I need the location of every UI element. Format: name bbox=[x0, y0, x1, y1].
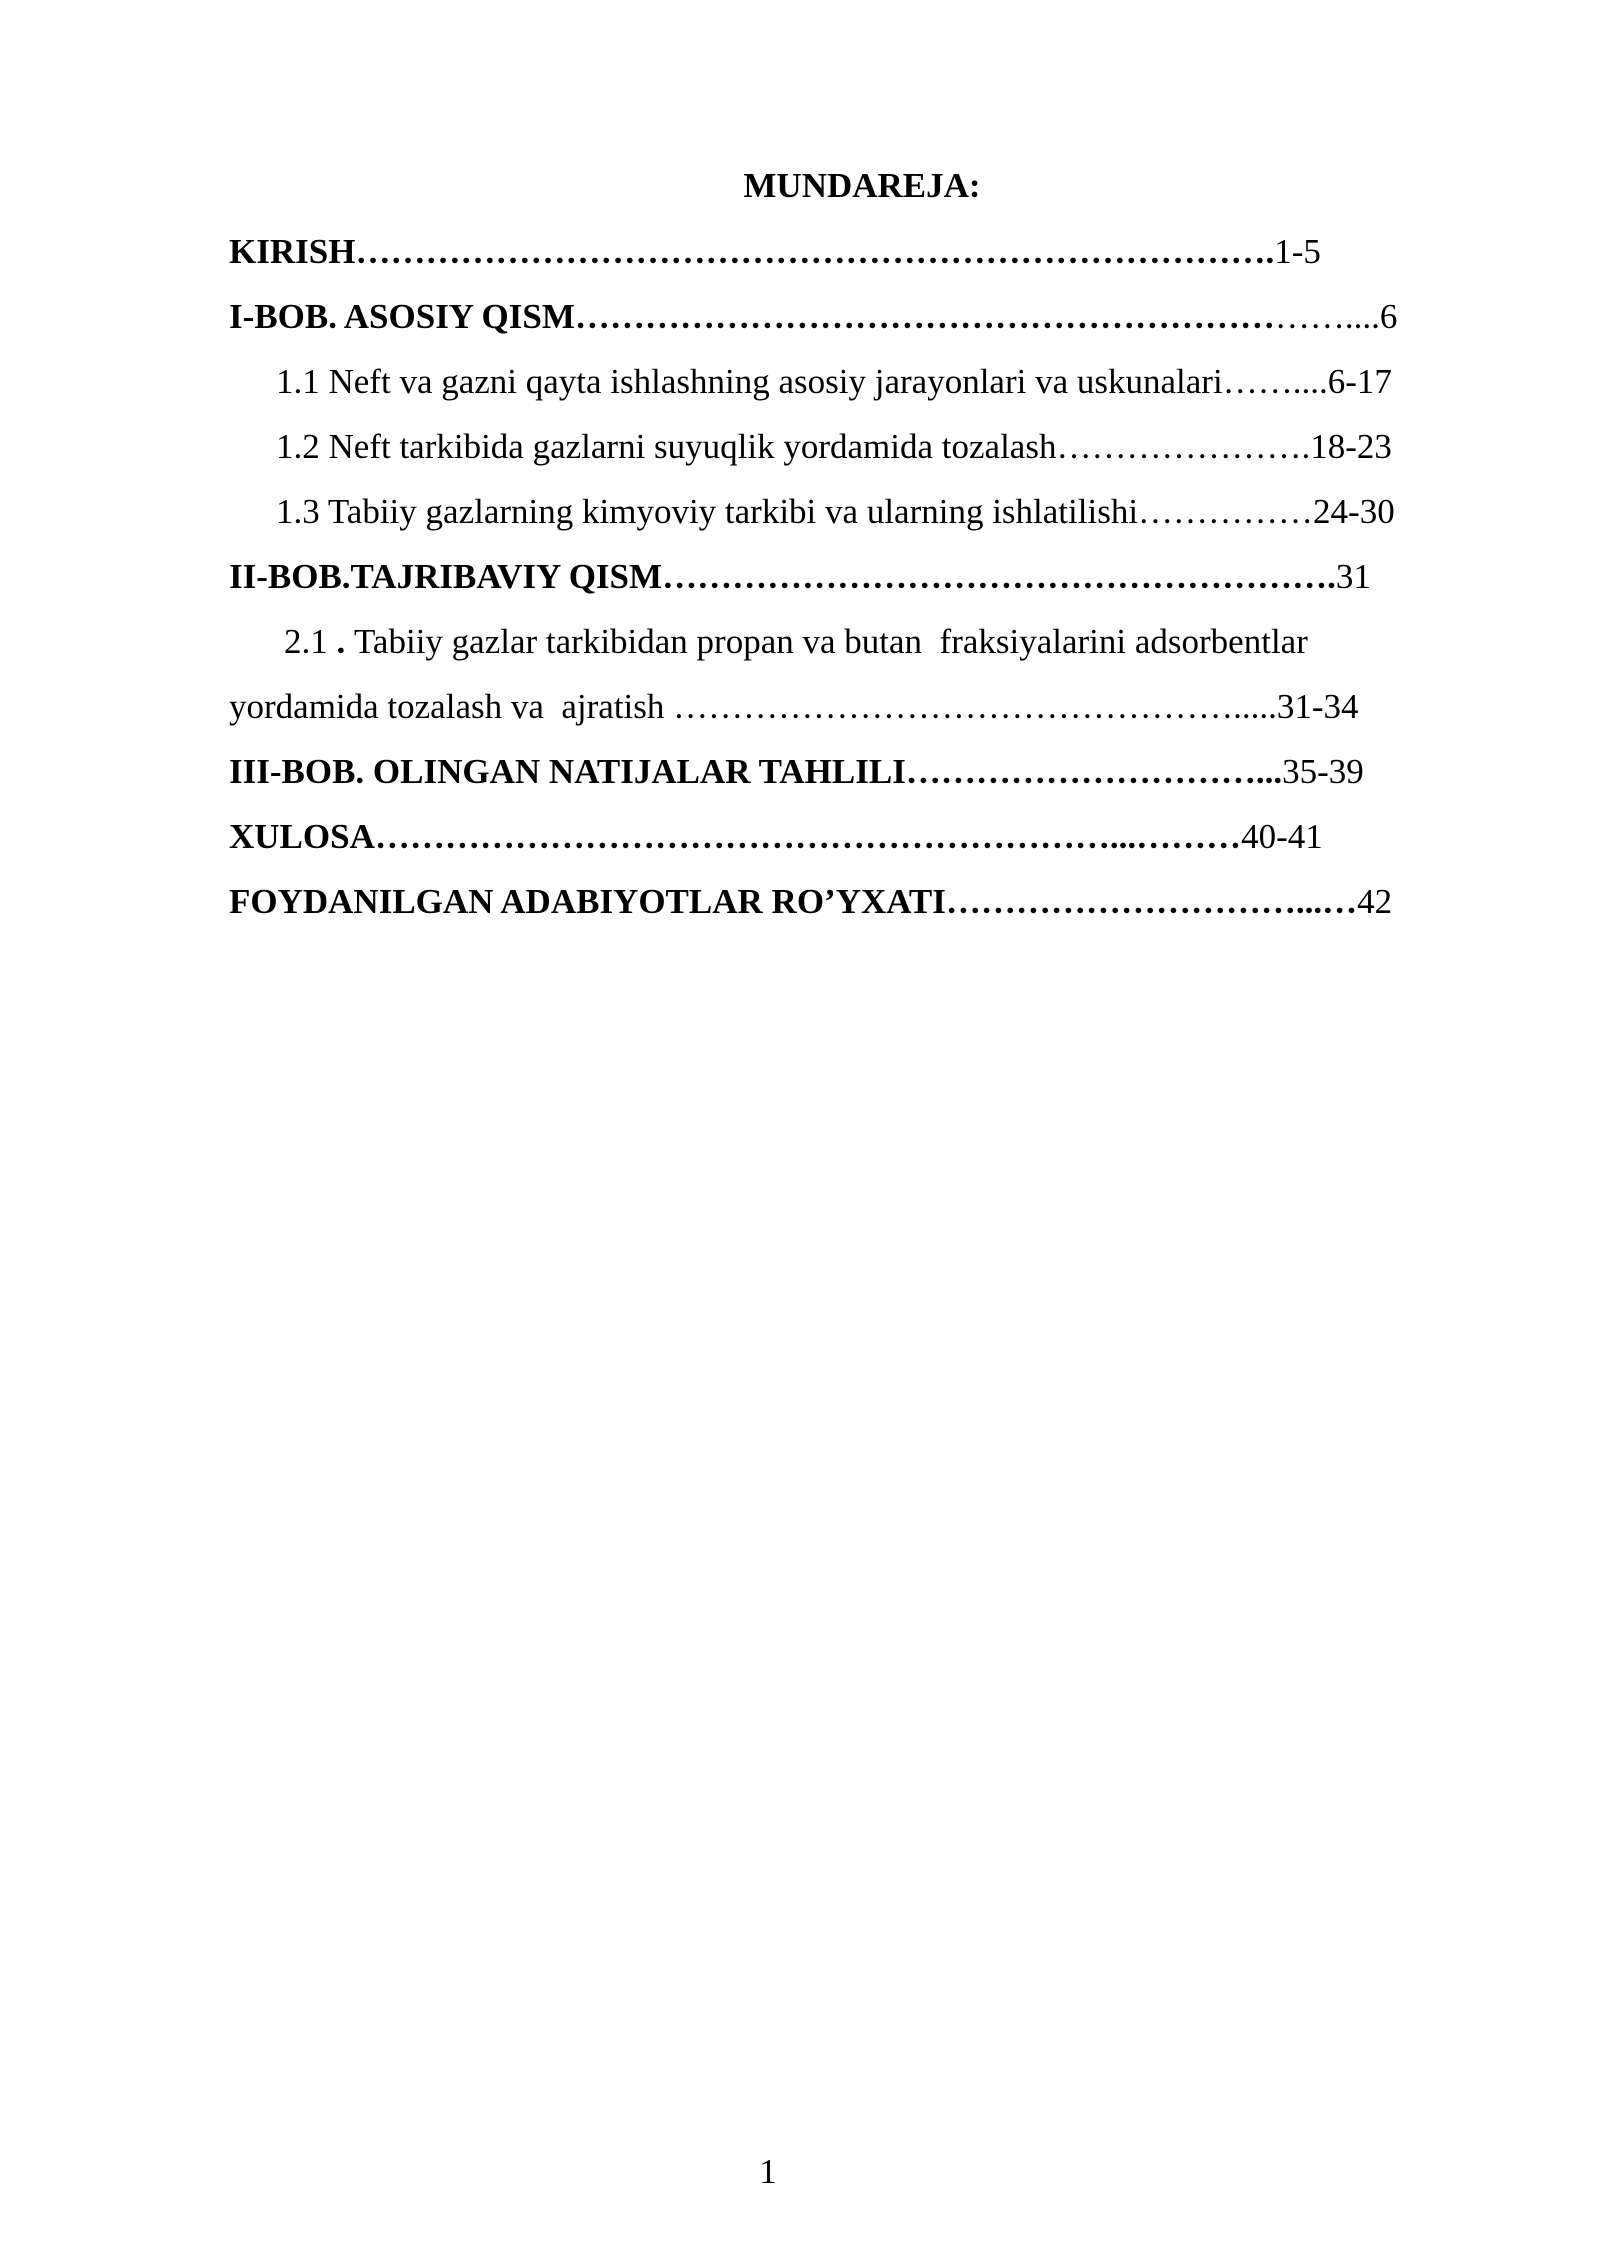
toc-page-ref: 31-34 bbox=[1276, 687, 1359, 726]
toc-entry-label: II-BOB.TAJRIBAVIY QISM bbox=[229, 557, 663, 596]
toc-entry-label: III-BOB. OLINGAN NATIJALAR TAHLILI bbox=[229, 752, 906, 791]
toc-leader-dots: ………………………………………………………...……… bbox=[374, 817, 1242, 856]
toc-page-ref: 35-39 bbox=[1282, 752, 1364, 791]
toc-entry-1-3 bbox=[276, 490, 1395, 534]
toc-leader-dots: …………………………………………..... bbox=[673, 687, 1277, 726]
toc-entry-kirish bbox=[229, 230, 1321, 274]
toc-entry-bob2 bbox=[229, 555, 1371, 599]
toc-entry-1-2 bbox=[276, 425, 1392, 469]
toc-entry-label: 1.1 Neft va gazni qayta ishlashning asosiy jarayonlari va uskunalari bbox=[276, 362, 1223, 401]
toc-entry-label: Tabiiy gazlar tarkibidan propan va butan fraksiyalarini adsorbentlar bbox=[354, 622, 1308, 661]
toc-leader-dots-tail: …….... bbox=[1274, 297, 1380, 336]
page-title: MUNDAREJA: bbox=[743, 166, 981, 205]
toc-entry-label-continuation: yordamida tozalash va ajratish bbox=[229, 687, 674, 726]
toc-entry-xulosa bbox=[229, 815, 1323, 859]
toc-entry-separator: . bbox=[327, 622, 354, 661]
toc-leader-dots: …………… bbox=[1138, 492, 1314, 531]
toc-page-ref: 6-17 bbox=[1327, 362, 1392, 401]
toc-leader-dots: …………………………………………………. bbox=[662, 557, 1336, 596]
toc-leader-dots: …………………………………………………… bbox=[574, 297, 1275, 336]
toc-entry-number: 2.1 bbox=[284, 622, 328, 661]
toc-entry-foydanilgan bbox=[229, 880, 1392, 924]
toc-page-ref: 40-41 bbox=[1241, 817, 1323, 856]
toc-entry-1-1 bbox=[276, 360, 1392, 404]
toc-page-ref: 1-5 bbox=[1274, 232, 1321, 271]
page-number: 1 bbox=[759, 2152, 777, 2191]
toc-page-ref: 24-30 bbox=[1313, 492, 1395, 531]
toc-entry-label: I-BOB. ASOSIY QISM bbox=[229, 297, 575, 336]
toc-entry-label: 1.3 Tabiiy gazlarning kimyoviy tarkibi va ularning ishlatilishi bbox=[276, 492, 1139, 531]
toc-page-ref: 6 bbox=[1379, 297, 1398, 336]
toc-leader-dots: …………………………...… bbox=[945, 882, 1358, 921]
toc-entry-label: XULOSA bbox=[229, 817, 375, 856]
toc-entry-bob1 bbox=[229, 295, 1397, 339]
toc-entry-2-1 bbox=[284, 620, 1308, 664]
toc-leader-dots: ……………………………………………………………………. bbox=[355, 232, 1275, 271]
toc-entry-label: FOYDANILGAN ADABIYOTLAR RO’YXATI bbox=[229, 882, 946, 921]
toc-page-ref: 42 bbox=[1357, 882, 1393, 921]
toc-leader-dots: …………………………... bbox=[905, 752, 1283, 791]
toc-entry-bob3 bbox=[229, 750, 1364, 794]
toc-leader-dots: …….... bbox=[1222, 362, 1328, 401]
toc-entry-label: 1.2 Neft tarkibida gazlarni suyuqlik yordamida tozalash bbox=[276, 427, 1057, 466]
toc-leader-dots: …………………. bbox=[1056, 427, 1311, 466]
toc-entry-2-1-continuation bbox=[229, 685, 1359, 729]
toc-entry-label: KIRISH bbox=[229, 232, 356, 271]
toc-page-ref: 31 bbox=[1335, 557, 1371, 596]
toc-page-ref: 18-23 bbox=[1310, 427, 1392, 466]
